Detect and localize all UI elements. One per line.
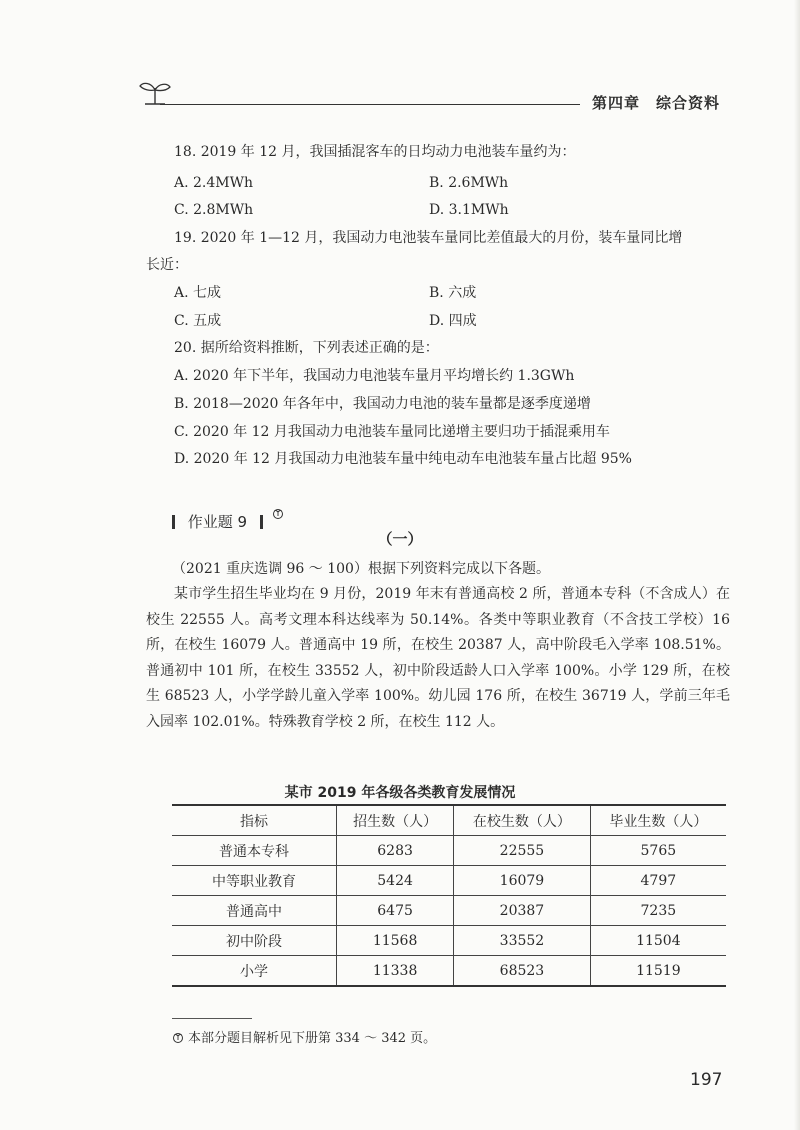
row-label: 小学 — [172, 956, 337, 987]
q18-option-c: C. 2.8MWh — [174, 202, 254, 218]
cell-graduates: 7235 — [590, 896, 726, 926]
q20-option-a: A. 2020 年下半年，我国动力电池装车量月平均增长约 1.3GWh — [174, 368, 575, 384]
cell-graduates: 5765 — [590, 836, 726, 866]
table-header-row — [172, 805, 726, 836]
cell-students: 20387 — [454, 896, 590, 926]
col-header-indicator: 指标 — [172, 805, 337, 836]
task-heading-label: 作业题 9 — [187, 513, 248, 531]
q18-option-b: B. 2.6MWh — [429, 175, 509, 191]
sprout-logo-icon — [137, 78, 173, 106]
chapter-title: 第四章 综合资料 — [592, 94, 721, 112]
cell-students: 33552 — [454, 926, 590, 956]
row-label: 普通本专科 — [172, 836, 337, 866]
cell-graduates: 11504 — [590, 926, 726, 956]
passage-text: 某市学生招生毕业均在 9 月份，2019 年末有普通高校 2 所，普通本专科（不含成人）在校生 22555 人。高考文理本科达线率为 50.14%。各类中等职业教育（不含技工学校）16 所，在校生 16079 人。普通高中 19 所，在校生 20387 人，高中阶段毛入学率 108.51%。普通初中 101 所，在校生 33552 人，初中阶段适龄人口入学率 100%。小学 129 所，在校生 68523 人，小学学龄儿童入学率 100%。幼儿园 176 所，在校生 36719 人，学前三年毛入园率 102.01%。特殊教育学校 2 所，在校生 112 人。 — [146, 586, 730, 730]
q19-option-c: C. 五成 — [174, 313, 222, 329]
q19-stem-line1: 19. 2020 年 1—12 月，我国动力电池装车量同比差值最大的月份，装车量同比增 — [174, 230, 683, 246]
cell-enrollment: 6475 — [337, 896, 454, 926]
cell-graduates: 4797 — [590, 866, 726, 896]
heading-bar-right — [260, 515, 263, 529]
q18-option-a: A. 2.4MWh — [174, 175, 254, 191]
q18-option-d: D. 3.1MWh — [429, 202, 509, 218]
cell-enrollment: 11338 — [337, 956, 454, 987]
cell-students: 68523 — [454, 956, 590, 987]
q19-option-b: B. 六成 — [429, 285, 477, 301]
sprout-marker-icon — [272, 507, 284, 519]
education-stats-table — [172, 804, 726, 987]
q19-stem-line2: 长近： — [146, 257, 188, 273]
q20-stem: 20. 据所给资料推断，下列表述正确的是： — [174, 340, 439, 356]
cell-graduates: 11519 — [590, 956, 726, 987]
footnote — [172, 1027, 436, 1046]
cell-students: 16079 — [454, 866, 590, 896]
header-rule — [160, 104, 580, 105]
task-intro: （2021 重庆选调 96 ～ 100）根据下列资料完成以下各题。 — [172, 561, 550, 577]
q19-option-a: A. 七成 — [174, 285, 222, 301]
footnote-text: 本部分题目解析见下册第 334 ～ 342 页。 — [188, 1031, 437, 1046]
row-label: 初中阶段 — [172, 926, 337, 956]
scan-edge-shadow — [794, 0, 800, 1130]
table-row — [172, 956, 726, 987]
cell-enrollment: 5424 — [337, 866, 454, 896]
cell-students: 22555 — [454, 836, 590, 866]
q20-option-c: C. 2020 年 12 月我国动力电池装车量同比递增主要归功于插混乘用车 — [174, 424, 610, 440]
cell-enrollment: 11568 — [337, 926, 454, 956]
col-header-students: 在校生数（人） — [454, 805, 590, 836]
cell-enrollment: 6283 — [337, 836, 454, 866]
col-header-enrollment: 招生数（人） — [337, 805, 454, 836]
table-row — [172, 896, 726, 926]
table-row — [172, 836, 726, 866]
sprout-marker-icon — [172, 1031, 184, 1043]
page-number: 197 — [690, 1070, 723, 1090]
row-label: 中等职业教育 — [172, 866, 337, 896]
q19-option-d: D. 四成 — [429, 313, 477, 329]
footnote-rule — [172, 1018, 252, 1019]
table-row — [172, 926, 726, 956]
q20-option-b: B. 2018—2020 年各年中，我国动力电池的装车量都是逐季度递增 — [174, 396, 591, 412]
section-number: （一） — [377, 530, 423, 548]
q20-option-d: D. 2020 年 12 月我国动力电池装车量中纯电动车电池装车量占比超 95% — [174, 451, 632, 467]
q18-stem: 18. 2019 年 12 月，我国插混客车的日均动力电池装车量约为： — [174, 144, 576, 160]
table-title: 某市 2019 年各级各类教育发展情况 — [284, 785, 516, 801]
row-label: 普通高中 — [172, 896, 337, 926]
table-row — [172, 866, 726, 896]
heading-bar-left — [172, 515, 175, 529]
col-header-graduates: 毕业生数（人） — [590, 805, 726, 836]
